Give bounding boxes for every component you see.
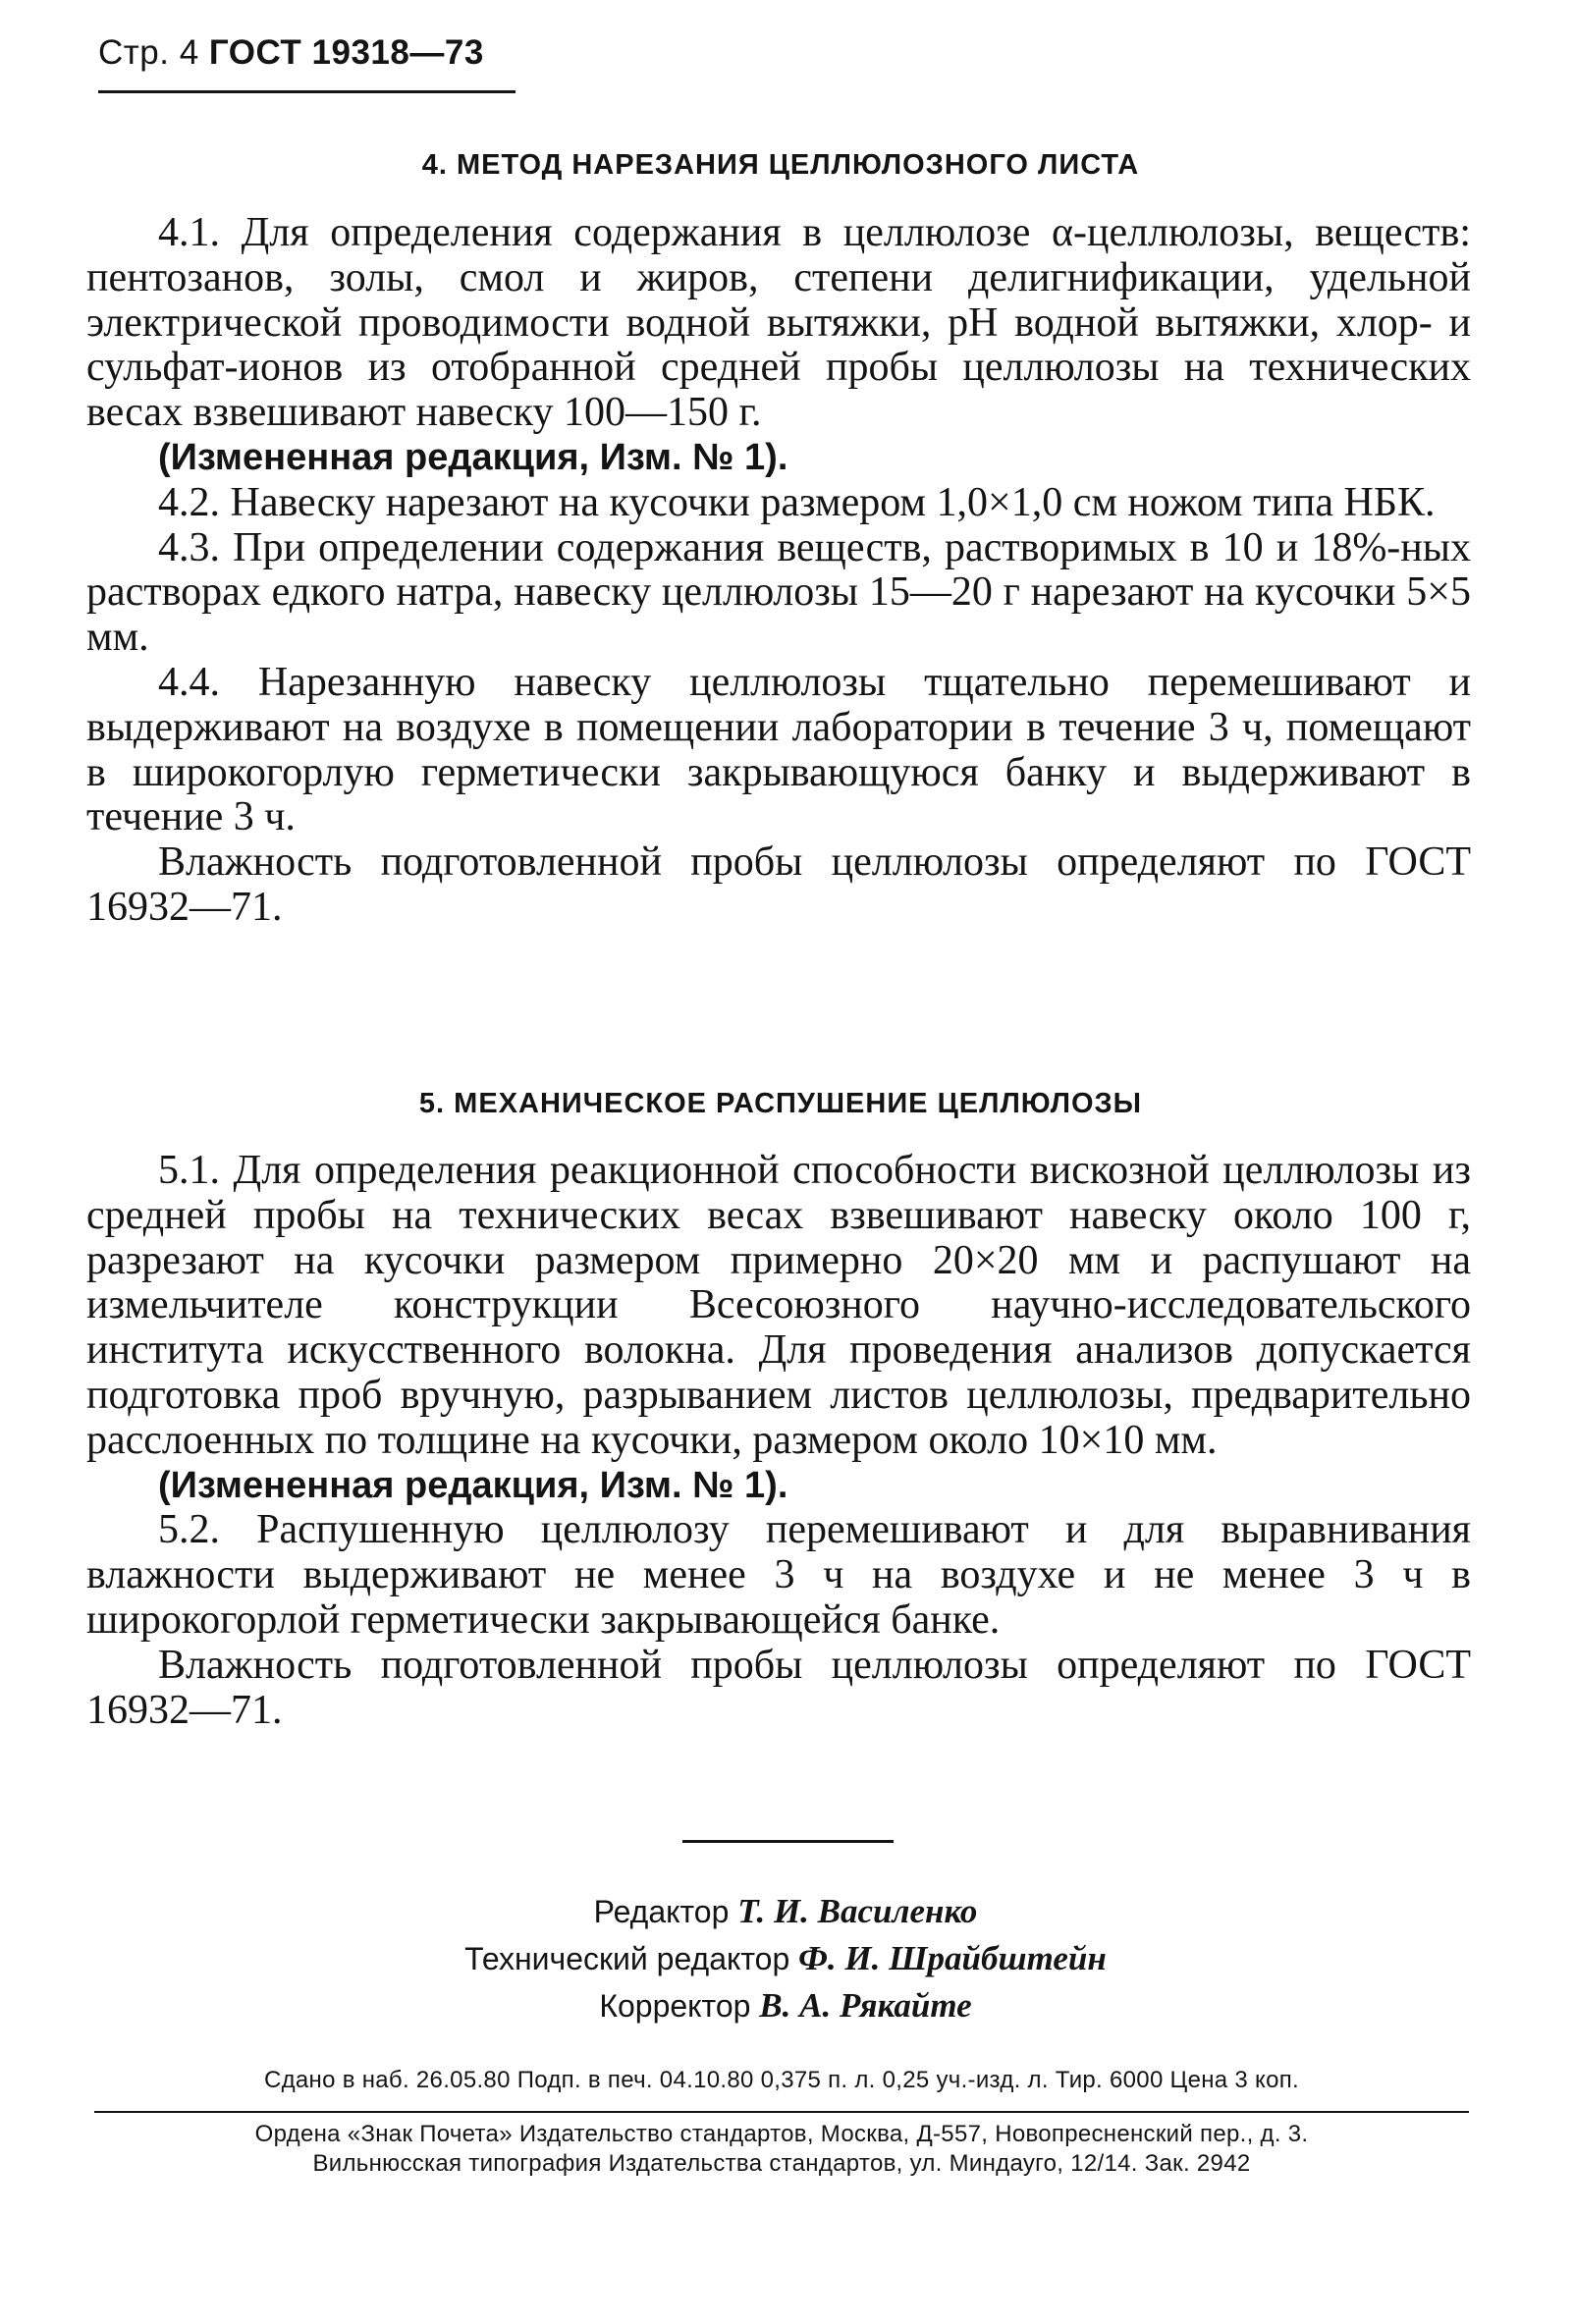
section-5-title: 5. МЕХАНИЧЕСКОЕ РАСПУШЕНИЕ ЦЕЛЛЮЛОЗЫ [418,1088,1143,1119]
paragraph-5-moisture: Влажность подготовленной пробы целлюлозы определяют по ГОСТ 16932—71. [86,1642,1471,1733]
credit-tech-editor-name: Ф. И. Шрайбштейн [798,1939,1107,1977]
header-rule [98,90,516,93]
paragraph-4-4: 4.4. Нарезанную навеску целлюлозы тщательно перемешивают и выдерживают на воздухе в помещении лаборатории в течение 3 ч, помещают в широкогорлую герметически закрывающуюся банку и выдерживают в течение 3 ч. [86,659,1471,840]
credit-proofreader [295,1986,1276,2026]
section-4-title: 4. МЕТОД НАРЕЗАНИЯ ЦЕЛЛЮЛОЗНОГО ЛИСТА [421,149,1140,181]
credit-proofreader-name: В. А. Рякайте [759,1986,972,2025]
amendment-note-4: (Измененная редакция, Изм. № 1). [158,436,788,478]
paragraph-4-moisture: Влажность подготовленной пробы целлюлозы определяют по ГОСТ 16932—71. [86,839,1471,930]
imprint-rule [94,2111,1469,2113]
paragraph-5-1: 5.1. Для определения реакционной способности вискозной целлюлозы из средней пробы на технических весах взвешивают навеску около 100 г, разрезают на кусочки размером примерно 20×20 мм и распушают на измельчителе конструкции Всесоюзного научно-исследовательского института искусственного волокна. Для проведения анализов допускается подготовка проб вручную, разрыванием листов целлюлозы, предварительно расслоенных по толщине на кусочки, размером около 10×10 мм. [86,1148,1471,1463]
imprint-publisher: Ордена «Знак Почета» Издательство стандартов, Москва, Д-557, Новопресненский пер., д. 3. [254,2121,1309,2147]
imprint-print-details: Сдано в наб. 26.05.80 Подп. в печ. 04.10.80 0,375 п. л. 0,25 уч.-изд. л. Тир. 6000 Цена 3 коп. [263,2067,1300,2093]
credit-editor-name: Т. И. Василенко [737,1892,978,1930]
credit-tech-editor [295,1939,1276,1978]
page-label: Стр. 4 [98,33,199,72]
imprint-printer: Вильнюсская типография Издательства стандартов, ул. Миндауго, 12/14. Зак. 2942 [312,2150,1251,2177]
credit-proofreader-role: Корректор [599,1988,751,2024]
credit-editor-role: Редактор [593,1894,730,1929]
section-5-body [86,1149,1471,1733]
amendment-note-5: (Измененная редакция, Изм. № 1). [158,1464,788,1506]
credit-editor [295,1892,1276,1931]
paragraph-4-2: 4.2. Навеску нарезают на кусочки размером 1,0×1,0 см ножом типа НБК. [158,479,1436,525]
paragraph-4-3: 4.3. При определении содержания веществ, растворимых в 10 и 18%-ных растворах едкого натра, навеску целлюлозы 15—20 г нарезают на кусочки 5×5 мм. [86,524,1471,661]
standard-number: ГОСТ 19318—73 [208,33,484,72]
section-4-body [86,211,1471,931]
page-header [98,33,484,73]
section-end-rule [682,1840,894,1843]
paragraph-5-2: 5.2. Распушенную целлюлозу перемешивают и для выравнивания влажности выдерживают не менее 3 ч на воздухе и не менее 3 ч в широкогорлой герметически закрывающейся банке. [86,1507,1471,1643]
paragraph-4-1: 4.1. Для определения содержания в целлюлозе α-целлюлозы, веществ: пентозанов, золы, смол и жиров, степени делигнификации, удельной электрической проводимости водной вытяжки, pH водной вытяжки, хлор- и сульфат-ионов из отобранной средней пробы целлюлозы на технических весах взвешивают навеску 100—150 г. [86,210,1471,436]
credit-tech-editor-role: Технический редактор [464,1941,790,1976]
